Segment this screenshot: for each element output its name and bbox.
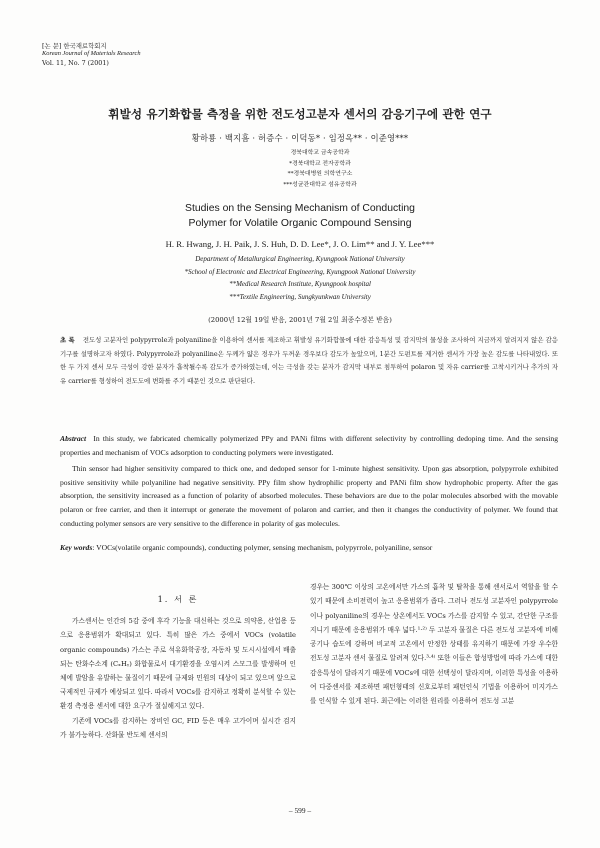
title-english: [0, 201, 600, 232]
keywords-label: Key words: [60, 543, 93, 552]
affiliation-ko-4: ***성균관대학교 섬유공학과: [283, 181, 357, 188]
affiliation-ko-2: *경북대학교 전자공학과: [289, 160, 351, 167]
abstract-korean: [60, 334, 558, 388]
authors-korean: 황하룡 · 백지흠 · 허증수 · 이덕동* · 임정옥** · 이준영***: [191, 133, 409, 143]
page-number: – 599 –: [288, 806, 312, 815]
authors-english: H. R. Hwang, J. H. Paik, J. S. Huh, D. D. Lee*, J. O. Lim** and J. Y. Lee***: [165, 239, 435, 249]
title-en-line2: Polymer for Volatile Organic Compound Sensing: [188, 218, 412, 230]
keywords: [60, 541, 558, 555]
keywords-text: : VOCs(volatile organic compounds), conducting polymer, sensing mechanism, polypyrrole, polyaniline, sensor: [92, 543, 433, 552]
section-heading-introduction: 1. 서 론: [157, 594, 199, 604]
body-column-right: [310, 580, 558, 709]
abstract-ko-label: 초 록: [60, 336, 75, 344]
title-korean: 휘발성 유기화합물 측정을 위한 전도성고분자 센서의 감응기구에 관한 연구: [108, 107, 492, 121]
journal-name-en: Korean Journal of Materials Research: [42, 50, 141, 58]
body-paragraph-1: 가스센서는 인간의 5감 중에 후각 기능을 대신하는 것으로 의약용, 산업용 등으로 응용범위가 확대되고 있다. 특히 많은 가스 중에서 VOCs (volatile organic compounds) 가스는 주로 석유화학공장, 자동차 및 도시시설에서 배출되는 탄화수소계 (CₓHᵧ) 화합물로서 대기환경을 오염시켜 스모그를 발생하며 인체에 발암을 유발하는 물질이기 때문에 규제와 민원의 대상이 되고 있으며 앞으로 국제적인 규제가 예상되고 있다. 따라서 VOCs를 감지하고 정확히 분석할 수 있는 환경 측정용 센서에 대한 요구가 절실해지고 있다.: [60, 617, 296, 711]
abstract-en-paragraph-1: [60, 432, 558, 459]
body-paragraph-3: 경우는 300℃ 이상의 고온에서만 가스의 흡착 및 탈착을 통해 센서로서 역할을 할 수 있기 때문에 소비전력이 높고 응용범위가 좁다. 그러나 전도성 고분자인 polypyrrole이나 polyaniline의 경우는 상온에서도 VOCs 가스를 감지할 수 있고, 간단한 구조를 지니기 때문에 응용범위가 매우 넓다.¹·²⁾ 두 고분자 물질은 다른 전도성 고분자에 비해 공기나 습도에 강하며 비교적 고온에서 안정한 상태를 유지하기 때문에 가장 우수한 전도성 고분자 센서 물질로 알려져 있다.³·⁴⁾ 또한 이들은 합성방법에 따라 가스에 대한 감응특성이 달라지기 때문에 VOCs에 대한 선택성이 달라지며, 이러한 특성을 이용하여 다중센서를 제조하면 패턴형태의 신호로부터 패턴인식 기법을 이용하여 미지가스를 인식할 수 있게 된다. 최근에는 이러한 원리를 이용하여 전도성 고분: [310, 583, 558, 706]
received-date: (2000년 12월 19일 받음, 2001년 7월 2일 최종수정본 받음): [208, 316, 392, 324]
body-paragraph-2: 기존에 VOCs를 감지하는 장비인 GC, FID 등은 매우 고가이며 실시간 검지가 불가능하다. 산화물 반도체 센서의: [60, 716, 296, 739]
body-column-left: [60, 592, 296, 742]
affiliation-en-4: ***Textile Engineering, Sungkyunkwan University: [229, 292, 371, 301]
affiliation-en-1: Department of Metallurgical Engineering, Kyungpook National University: [195, 255, 405, 263]
abstract-en-label: Abstract: [60, 434, 87, 443]
title-en-line1: Studies on the Sensing Mechanism of Conducting: [185, 203, 415, 214]
affiliation-en-2: *School of Electronic and Electrical Engineering, Kyungpook National University: [184, 267, 416, 276]
affiliation-en-3: **Medical Research Institute, Kyungpook hospital: [229, 280, 371, 289]
affiliation-ko-1: 경북대학교 금속공학과: [290, 150, 350, 156]
affiliations-english: [0, 253, 600, 303]
affiliation-ko-3: **경북대병원 의학연구소: [287, 171, 353, 178]
abstract-english: [60, 432, 558, 530]
abstract-en-paragraph-2: Thin sensor had higher sensitivity compared to thick one, and dedoped sensor for 1-minute highest sensitivity. Upon gas absorption, polypyrrole exhibited positive sensitivity while polyaniline had negative sensitivity. PPy film show hydrophilic property and PANi film show hydrophobic property. After the gas absorption, the sensitivity increased as a function of polarity of absorbed molecules. These behaviors are due to the polar molecules absorbed with the movable polaron or free carrier, and then it interrupt or generate the movement of polaron and carrier, and then it changes the conductivity of polymer. We found that conducting polymer sensors are very sensitive to the difference in polarity of gas molecules.: [60, 464, 558, 528]
abstract-en-text-1: In this study, we fabricated chemically polymerized PPy and PANi films with different selectivity by controlling dedoping time. And the sensing properties and mechanism of VOCs adsorption to conducting polymers were investigated.: [60, 434, 558, 457]
abstract-ko-text: 전도성 고분자인 polypyrrole과 polyaniline을 이용하여 센서를 제조하고 휘발성 유기화합물에 대한 감응특성 및 감지막의 물성을 조사하여 지금까지 알려지지 않은 감응 기구를 설명하고자 하였다. Polypyrrole과 polyaniline은 두께가 얇은 경우가 두꺼운 경우보다 감도가 높았으며, 1분간 도펀트를 제거한 센서가 가장 높은 감도를 나타내었다. 또한 두 가지 센서 모두 극성이 강한 분자가 흡착될수록 감도가 증가하였는데, 이는 극성을 갖는 분자가 감지막 내부로 침투하여 polaron 및 자유 carrier를 고착시키거나 추가의 자유 carrier를 형성하여 전도도에 변화를 주기 때문인 것으로 판단된다.: [60, 336, 558, 385]
affiliations-korean: [0, 148, 600, 190]
journal-volume: Vol. 11, No. 7 (2001): [42, 58, 109, 67]
journal-name-ko: [논 문] 한국재료학회지: [42, 42, 107, 50]
journal-header: [42, 42, 141, 67]
